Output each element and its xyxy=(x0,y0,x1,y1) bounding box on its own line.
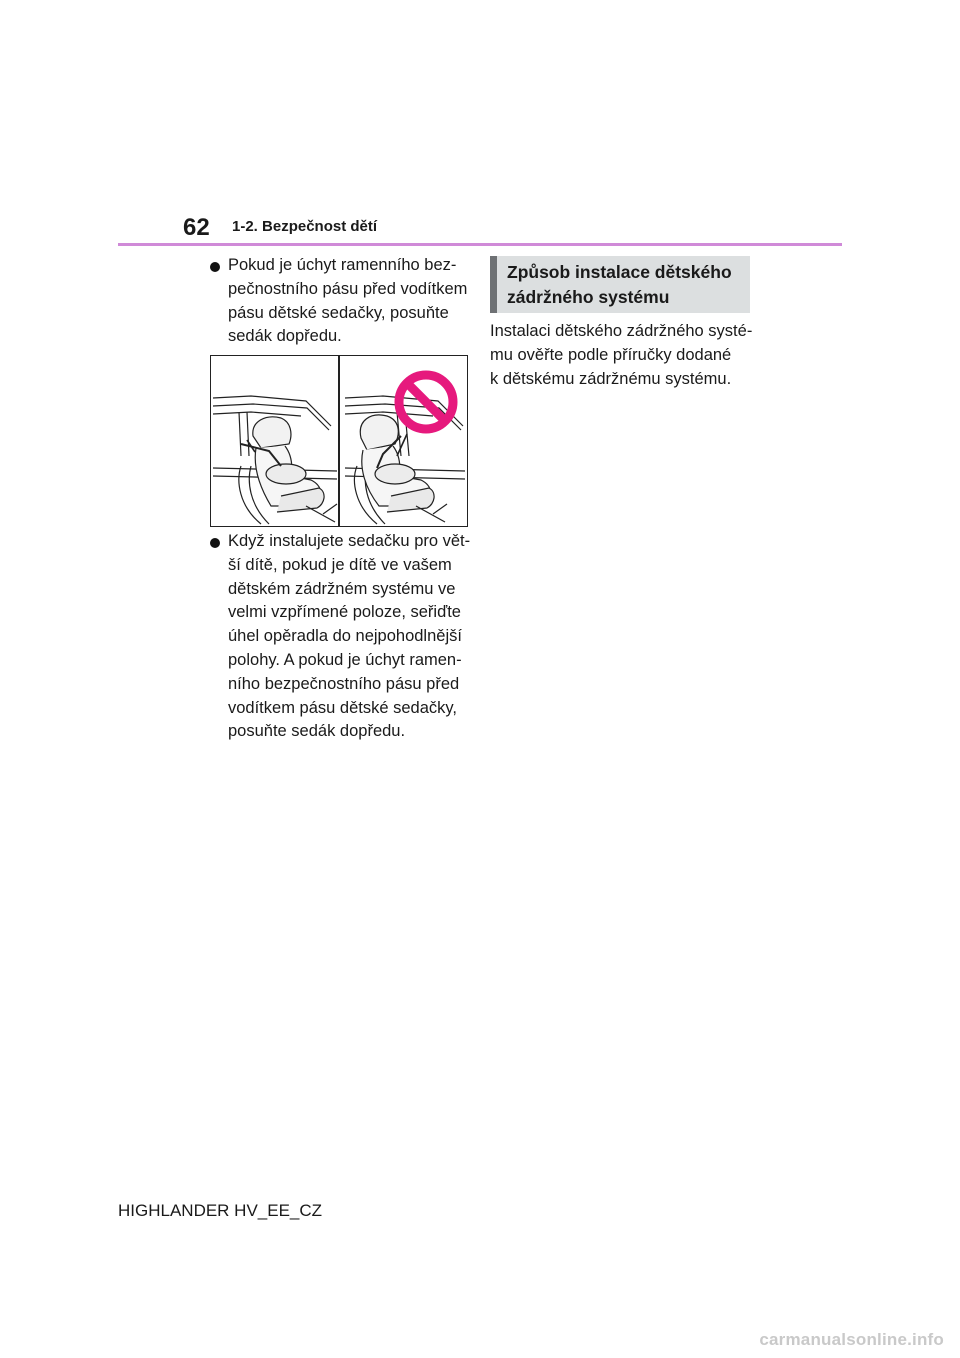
body-line: k dětskému zádržnému systému. xyxy=(490,369,732,388)
footer-model-code: HIGHLANDER HV_EE_CZ xyxy=(118,1201,323,1220)
body-line: Instalaci dětského zádržného systé- xyxy=(490,322,753,340)
bullet-item-2 xyxy=(210,530,488,744)
bullet-line: Když instalujete sedačku pro vět- xyxy=(228,532,471,550)
bullet-line: pásu dětské sedačky, posuňte xyxy=(228,303,449,322)
bullet-line: sedák dopředu. xyxy=(228,327,342,346)
bullet-line: pečnostního pásu před vodítkem xyxy=(228,279,468,298)
section-title: 1-2. Bezpečnost dětí xyxy=(232,218,378,235)
section-heading-box xyxy=(490,256,750,313)
bullet-line: Pokud je úchyt ramenního bez- xyxy=(228,256,457,274)
bullet-dot-icon xyxy=(210,262,220,272)
page-number: 62 xyxy=(183,214,210,241)
header-rule xyxy=(118,243,842,246)
illustration-svg xyxy=(211,356,467,526)
bullet-line: posuňte sedák dopředu. xyxy=(228,722,406,741)
bullet-line: ního bezpečnostního pásu před xyxy=(228,674,460,693)
page-header xyxy=(0,0,960,250)
prohibition-icon xyxy=(399,375,453,429)
bullet-line: polohy. A pokud je úchyt ramen- xyxy=(228,650,462,669)
bullet-line: velmi vzpřímené poloze, seřiďte xyxy=(228,603,461,622)
watermark-text: carmanualsonline.info xyxy=(759,1330,944,1349)
child-seat-correct-panel xyxy=(213,396,337,524)
bullet-item-1 xyxy=(210,254,488,349)
bullet-dot-icon xyxy=(210,538,220,548)
section-body xyxy=(490,320,755,391)
bullet-line: úhel opěradla do nejpohodlnější xyxy=(228,627,462,646)
body-line: mu ověřte podle příručky dodané xyxy=(490,345,732,364)
section-heading-line: Způsob instalace dětského xyxy=(507,262,732,282)
bullet-line: vodítkem pásu dětské sedačky, xyxy=(228,698,457,717)
section-heading-line: zádržného systému xyxy=(507,287,670,307)
child-seat-illustration xyxy=(210,355,468,527)
bullet-line: dětském zádržném systému ve xyxy=(228,579,456,598)
bullet-line: ší dítě, pokud je dítě ve vašem xyxy=(228,555,452,574)
